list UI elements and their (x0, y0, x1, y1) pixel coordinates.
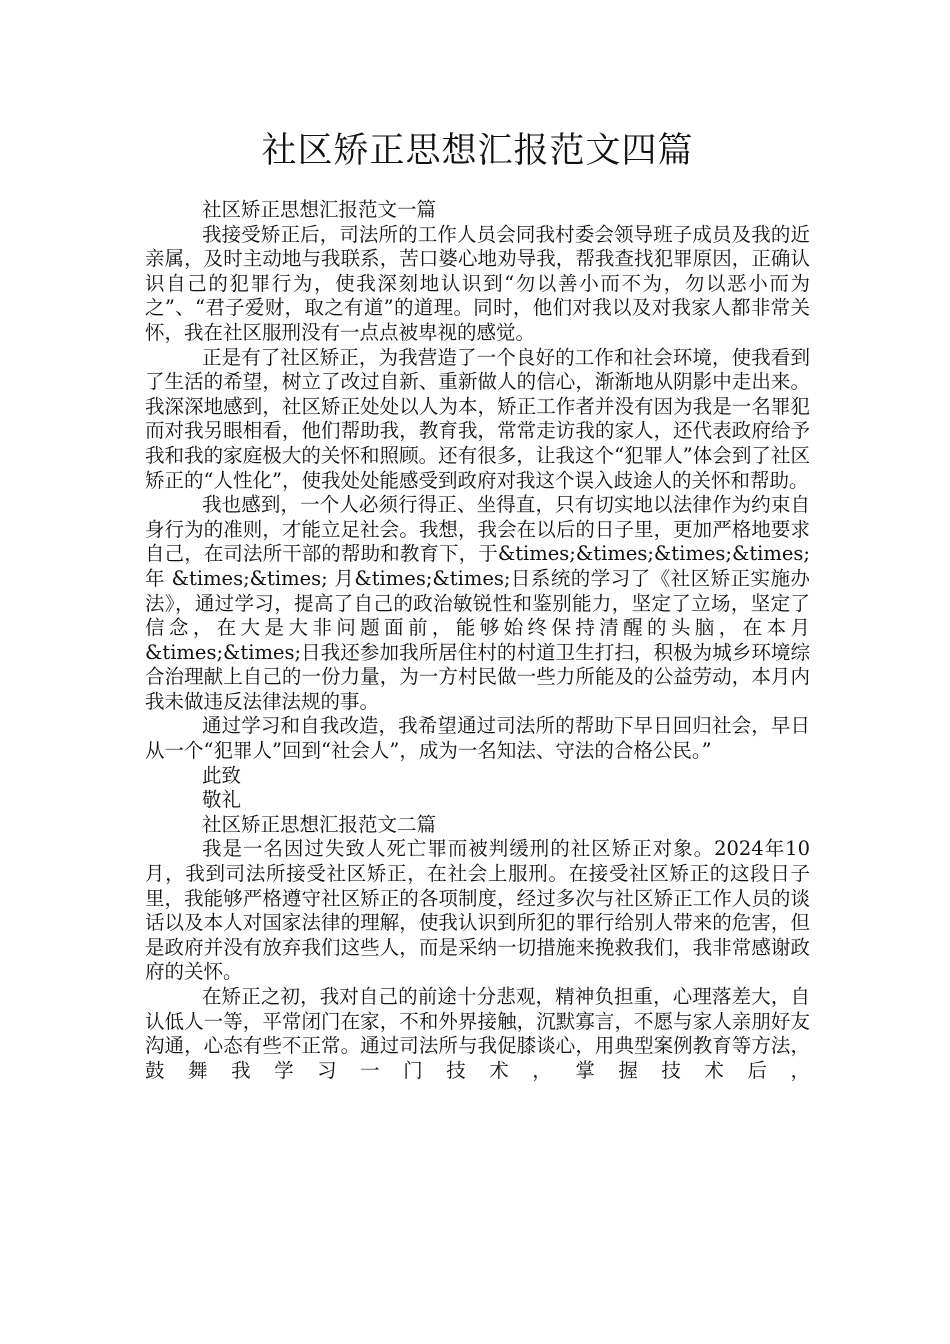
document-page (145, 0, 810, 1083)
paragraph: 我是一名因过失致人死亡罪而被判缓刑的社区矫正对象。2024年10月，我到司法所接受社区矫正，在社会上服刑。在接受社区矫正的这段日子里，我能够严格遵守社区矫正的各项制度，经过多次与社区矫正工作人员的谈话以及本人对国家法律的理解，使我认识到所犯的罪行给别人带来的危害，但是政府并没有放弃我们这些人，而是采纳一切措施来挽救我们，我非常感谢政府的关怀。 (145, 837, 810, 984)
paragraph: 在矫正之初，我对自己的前途十分悲观，精神负担重，心理落差大，自认低人一等，平常闭门在家，不和外界接触，沉默寡言，不愿与家人亲朋好友沟通，心态有些不正常。通过司法所与我促膝谈心，用典型案例教育等方法，鼓舞我学习一门技术，掌握技术后， (145, 985, 810, 1082)
paragraph: 通过学习和自我改造，我希望通过司法所的帮助下早日回归社会，早日从一个“犯罪人”回到“社会人”，成为一名知法、守法的合格公民。” (145, 714, 810, 763)
section-heading-1: 社区矫正思想汇报范文一篇 (202, 198, 437, 221)
section-heading-2: 社区矫正思想汇报范文二篇 (202, 812, 437, 836)
document-title: 社区矫正思想汇报范文四篇 (261, 131, 694, 171)
paragraph: 我也感到，一个人必须行得正、坐得直，只有切实地以法律作为约束自身行为的准则，才能立足社会。我想，我会在以后的日子里，更加严格地要求自己，在司法所干部的帮助和教育下，于&times;&times;&times;&times; 年 &times;&times; 月&times;&times;日系统的学习了《社区矫正实施办法》，通过学习，提高了自己的政治敏锐性和鉴别能力，坚定了立场，坚定了信念，在大是大非问题面前，能够始终保持清醒的头脑，在本月&times;&times;日我还参加我所居住村的村道卫生打扫，积极为城乡环境综合治理献上自己的一份力量，为一方村民做一些力所能及的公益劳动，本月内我未做违反法律法规的事。 (145, 493, 810, 713)
closing-line: 敬礼 (202, 788, 242, 812)
paragraph: 我接受矫正后，司法所的工作人员会同我村委会领导班子成员及我的近亲属，及时主动地与我联系，苦口婆心地劝导我，帮我查找犯罪原因，正确认识自己的犯罪行为，使我深刻地认识到“勿以善小而不为，勿以恶小而为之”、“君子爱财，取之有道”的道理。同时，他们对我以及对我家人都非常关怀，我在社区服刑没有一点点被卑视的感觉。 (145, 222, 810, 344)
closing-line: 此致 (202, 763, 242, 787)
document-body (145, 198, 810, 1083)
paragraph: 正是有了社区矫正，为我营造了一个良好的工作和社会环境，使我看到了生活的希望，树立了改过自新、重新做人的信心，渐渐地从阴影中走出来。我深深地感到，社区矫正处处以人为本，矫正工作者并没有因为我是一名罪犯而对我另眼相看，他们帮助我，教育我，常常走访我的家人，还代表政府给予我和我的家庭极大的关怀和照顾。还有很多，让我这个“犯罪人”体会到了社区矫正的“人性化”，使我处处能感受到政府对我这个误入歧途人的关怀和帮助。 (145, 345, 810, 492)
